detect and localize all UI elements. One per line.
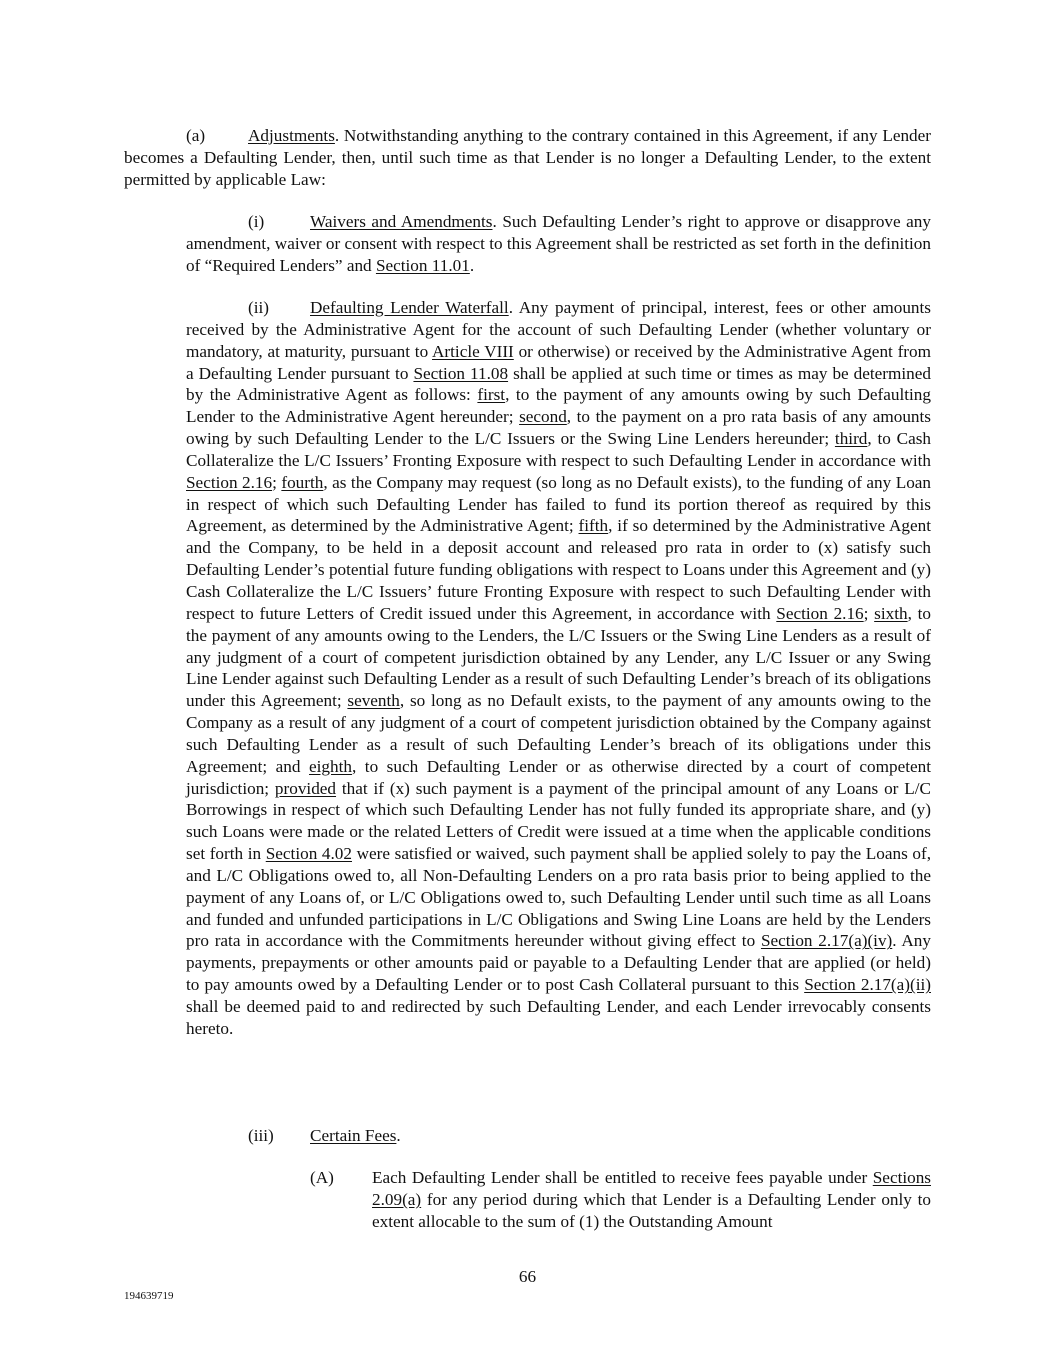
section-ref-2-09-a: Sections 2.09(a)	[372, 1168, 931, 1209]
paragraph-a-heading: Adjustments	[248, 126, 335, 145]
paragraph-a-label: (a)	[186, 126, 206, 145]
text-segment: Each Defaulting Lender shall be entitled to receive fees payable under	[372, 1168, 873, 1187]
term-first: first	[477, 385, 506, 405]
text-segment: ;	[863, 603, 875, 623]
document-id: 194639719	[124, 1290, 174, 1302]
term-second: second	[519, 407, 567, 427]
paragraph-ii-label: (ii)	[248, 298, 269, 317]
section-ref-4-02: Section 4.02	[265, 844, 352, 864]
text-segment: , to such Defaulting Lender or as otherwise directed by a court of competent jurisdiction;	[186, 756, 931, 798]
paragraph-iii-text: .	[396, 1126, 401, 1145]
term-sixth: sixth	[874, 603, 908, 623]
paragraph-i-text: . Such Defaulting Lender’s right to approve or disapprove any amendment, waiver or consent with respect to this Agreement shall be restricted as set forth in the definition of “Required Lenders” and	[186, 212, 931, 275]
text-segment: , to the payment of any amounts owing by such Defaulting Lender to the Administrative Agent hereunder;	[186, 385, 931, 427]
paragraph-i-text-end: .	[469, 255, 475, 275]
section-ref-2-17-a-iv: Section 2.17(a)(iv)	[760, 931, 893, 951]
text-segment: or otherwise) or received by the Administrative Agent from a Defaulting Lender pursuant to	[186, 341, 931, 383]
paragraph-ii-heading: Defaulting Lender Waterfall	[310, 298, 509, 317]
paragraph-ii	[186, 297, 931, 1040]
paragraph-iii-label: (iii)	[248, 1126, 274, 1145]
section-ref-2-16: Section 2.16	[186, 472, 273, 492]
paragraph-iii-heading: Certain Fees	[310, 1126, 397, 1145]
paragraph-i-heading: Waivers and Amendments	[310, 212, 493, 231]
section-ref-2-16: Section 2.16	[776, 603, 864, 623]
paragraph-a-text: . Notwithstanding anything to the contrary contained in this Agreement, if any Lender becomes a Defaulting Lender, then, until such time as that Lender is no longer a Defaulting Lender, to the extent permitted by applicable Law:	[124, 126, 931, 189]
text-segment: shall be deemed paid to and redirected by such Defaulting Lender, and each Lender irrevocably consents hereto.	[186, 997, 931, 1038]
paragraph-A	[310, 1167, 931, 1233]
text-segment: ;	[272, 472, 282, 492]
section-ref-11-01: Section 11.01	[375, 255, 470, 275]
paragraph-a	[124, 125, 931, 191]
article-ref-viii: Article VIII	[432, 341, 514, 361]
paragraph-A-label: (A)	[310, 1168, 334, 1187]
text-segment: , so long as no Default exists, to the payment of any amounts owing to the Company as a result of any judgment of a court of competent jurisdiction obtained by the Company against such Defaulting Lender as a result of such Defaulting Lender’s breach of its obligations under this Agreement; and	[186, 691, 931, 776]
term-provided: provided	[274, 778, 337, 798]
paragraph-i	[186, 211, 931, 277]
term-third: third	[834, 429, 868, 449]
term-fourth: fourth	[281, 472, 324, 492]
paragraph-A-body	[372, 1167, 931, 1233]
text-segment: , to the payment on a pro rata basis of any amounts owing by such Defaulting Lender to the L/C Issuers or the Swing Line Lenders hereunder;	[186, 407, 931, 449]
text-segment: were satisfied or waived, such payment shall be applied solely to pay the Loans of, and L/C Obligations owed to, all Non-Defaulting Lenders on a pro rata basis prior to being applied to the payment of any Loans of, or L/C Obligations owed to, such Defaulting Lender until such time as all Loans and funded and unfunded participations in L/C Obligations and Swing Line Loans are held by the Lenders pro rata in accordance with the Commitments hereunder without giving effect to	[186, 844, 932, 951]
paragraph-i-label: (i)	[248, 212, 265, 231]
term-eighth: eighth	[309, 756, 352, 776]
term-seventh: seventh	[347, 691, 400, 711]
page-number: 66	[518, 1267, 537, 1286]
section-ref-11-08: Section 11.08	[413, 363, 509, 383]
text-segment: , if so determined by the Administrative Agent and the Company, to be held in a deposit account and released pro rata in order to (x) satisfy such Defaulting Lender’s potential future funding obligations with respect to Loans under this Agreement and (y) Cash Collateralize the L/C Issuers’ future Fronting Exposure with respect to such Defaulting Lender with respect to future Letters of Credit issued under this Agreement, in accordance with	[186, 516, 931, 623]
text-segment: for any period during which that Lender is a Defaulting Lender only to extent allocable to the sum of (1) the Outstanding Amount	[372, 1189, 931, 1231]
text-segment: , to the payment of any amounts owing to the Lenders, the L/C Issuers or the Swing Line Lenders as a result of any judgment of a court of competent jurisdiction obtained by any Lender, any L/C Issuer or any Swing Line Lender against such Defaulting Lender as a result of such Defaulting Lender’s breach of its obligations under this Agreement;	[186, 603, 931, 711]
paragraph-iii	[248, 1125, 931, 1147]
text-segment: shall be applied at such time or times as may be determined by the Administrative Agent as follows:	[186, 363, 931, 405]
section-ref-2-17-a-ii: Section 2.17(a)(ii)	[804, 975, 931, 995]
text-segment: that if (x) such payment is a payment of the principal amount of any Loans or L/C Borrowings in respect of which such Defaulting Lender has not fully funded its appropriate share, and (y) such Loans were made or the related Letters of Credit were issued at a time when the applicable conditions set forth in	[186, 778, 931, 864]
text-segment: . Any payment of principal, interest, fees or other amounts received by the Administrative Agent for the account of such Defaulting Lender (whether voluntary or mandatory, at maturity, pursuant to	[186, 298, 931, 361]
text-segment: , to Cash Collateralize the L/C Issuers’ Fronting Exposure with respect to such Defaulting Lender in accordance with	[186, 429, 931, 470]
term-fifth: fifth	[578, 516, 609, 536]
text-segment: . Any payments, prepayments or other amounts paid or payable to a Defaulting Lender that are applied (or held) to pay amounts owed by a Defaulting Lender or to post Cash Collateral pursuant to this	[186, 931, 931, 995]
text-segment: , as the Company may request (so long as no Default exists), to the funding of any Loan in respect of which such Defaulting Lender has failed to fund its portion thereof as required by this Agreement, as determined by the Administrative Agent;	[186, 472, 932, 536]
